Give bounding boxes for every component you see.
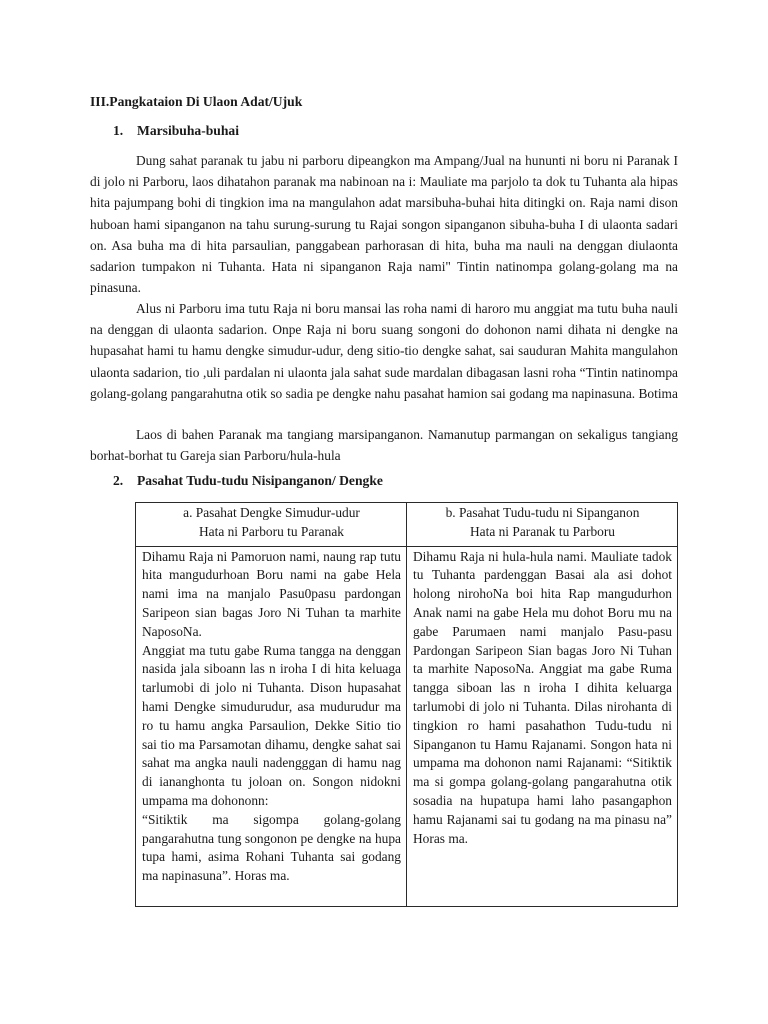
paragraph-3: Laos di bahen Paranak ma tangiang marsipanganon. Namanutup parmangan on sekaligus tangiang borhat-borhat tu Gareja sian Parboru/hula-hula xyxy=(90,427,678,464)
table-header-row xyxy=(136,503,678,547)
cell-a-text-3: “Sitiktik ma sigompa golang-golang pangarahutna tung songonon pe dengke na hupa tupa hami, asima Rohani Tuhanta sai godang ma napinasuna”. Horas ma. xyxy=(142,811,401,884)
subheading-number: 2. xyxy=(113,473,124,488)
table-cell-a xyxy=(136,546,407,906)
cell-b-text: Dihamu Raja ni hula-hula nami. Mauliate tadok tu Tuhanta pardenggan Basai ala asi dohot holong nirohoNa boi hita Rap mangudurhon Anak nami na gabe Hela mu dohot Boru mu na gabe Parumaen nami manjalo Pasu-pasu Pardongan Saripeon Sian bagas Joro Ni Tuhan ta marhite NaposoNa. Anggiat ma gabe Ruma tangga siboan las n iroha I dihita keluarga tarlumobi di jolo ni Tuhanta. Dilas nirohanta di tingkion ro hami pasahathon Tudu-tudu ni Sipanganon tu Hamu Rajanami. Songon hata ni umpama ma dohonon nami Rajanami: “Sitiktik ma si gompa golang-golang pangarahutna otik sosadia na hupatupa hami laho pasangaphon hamu Rajanami sai tu godang na ma pinasu na” Horas ma. xyxy=(413,548,672,846)
subheading-number: 1. xyxy=(113,123,124,138)
header-a-line1: a. Pasahat Dengke Simudur-udur xyxy=(183,505,360,520)
cell-a-text-2: Anggiat ma tutu gabe Ruma tangga na denggan nasida jala siboann las n iroha I di hita keluaga tarlumobi di jolo ni Tuhanta. Dison hupasahat hami Dengke simudurudur, asa mudurudur ma ro tu hamu angka Parsaulion, Dekke Sitio tio sai tio ma Parsamotan dihamu, dengke sahat sai sahat ma angka nauli nadengggan di hamu nag di iananghonta tu joloan on. Songon nidokni umpama ma dohononn: xyxy=(142,642,401,808)
table-header-b xyxy=(407,503,678,547)
table-body-row xyxy=(136,546,678,906)
header-b-line2: Hata ni Paranak tu Parboru xyxy=(469,523,616,539)
subheading-pasahat-tudu-tudu xyxy=(113,473,383,489)
header-b-line1: b. Pasahat Tudu-tudu ni Sipanganon xyxy=(445,505,640,520)
header-a-line2: Hata ni Parboru tu Paranak xyxy=(198,523,345,539)
subheading-text: Pasahat Tudu-tudu Nisipanganon/ Dengke xyxy=(137,473,383,488)
paragraph-2: Alus ni Parboru ima tutu Raja ni boru mansai las roha nami di haroro mu anggiat ma tutu buha nauli na denggan di ulaonta sadarion. Onpe Raja ni boru suang songoni do dohonon nami dihata ni dengke na hupasahat hami tu hamu dengke simudur-udur, deng sitio-tio dengke sahat, sai sauduran Mahita mangulahon ulaonta sadarion, tio ,uli pardalan ni ulaonta jala sahat sude mardalan dibagasan lasni roha “Tintin natinompa golang-golang pangarahutna otik so sadia pe dengke nahu pasahat hamion sai godang ma napinasuna. Botima xyxy=(90,301,678,401)
table-header-a xyxy=(136,503,407,547)
subheading-text: Marsibuha-buhai xyxy=(137,123,239,138)
cell-a-text-1: Dihamu Raja ni Pamoruon nami, naung rap tutu hita mangudurhoan Boru nami na gabe Hela nami ima na manjalo Pasu0pasu pardongan Saripeon sian bagas Joro Ni Tuhan ta marhite NaposoNa. xyxy=(142,548,401,639)
section-title: III.Pangkataion Di Ulaon Adat/Ujuk xyxy=(90,94,303,109)
table-cell-b xyxy=(407,546,678,906)
subheading-marsibuha-buhai xyxy=(113,123,239,139)
dengke-table xyxy=(135,502,678,907)
paragraph-1: Dung sahat paranak tu jabu ni parboru dipeangkon ma Ampang/Jual na hununti ni boru ni Paranak I di jolo ni Parboru, laos dihatahon paranak ma nabinoan na i: Mauliate ma parjolo ta dok tu Tuhanta ala hipas hita pajumpang bohi di tingkion ima na mangulahon adat marsibuha-buhai hita ditingki on. Raja nami dison huboan hami sipanganon na tahu surung-surung tu Rajai songon sipanganon sibuha-buha I di ulaonta sadari on. Asa buha ma di hita parsaulian, panggabean parhorasan di hita, buha ma nauli na denggan diulaonta sadarion tumpakon ni Tuhanta. Hata ni sipanganon Raja nami" Tintin natinompa golang-golang ma na pinasuna. xyxy=(90,153,678,296)
